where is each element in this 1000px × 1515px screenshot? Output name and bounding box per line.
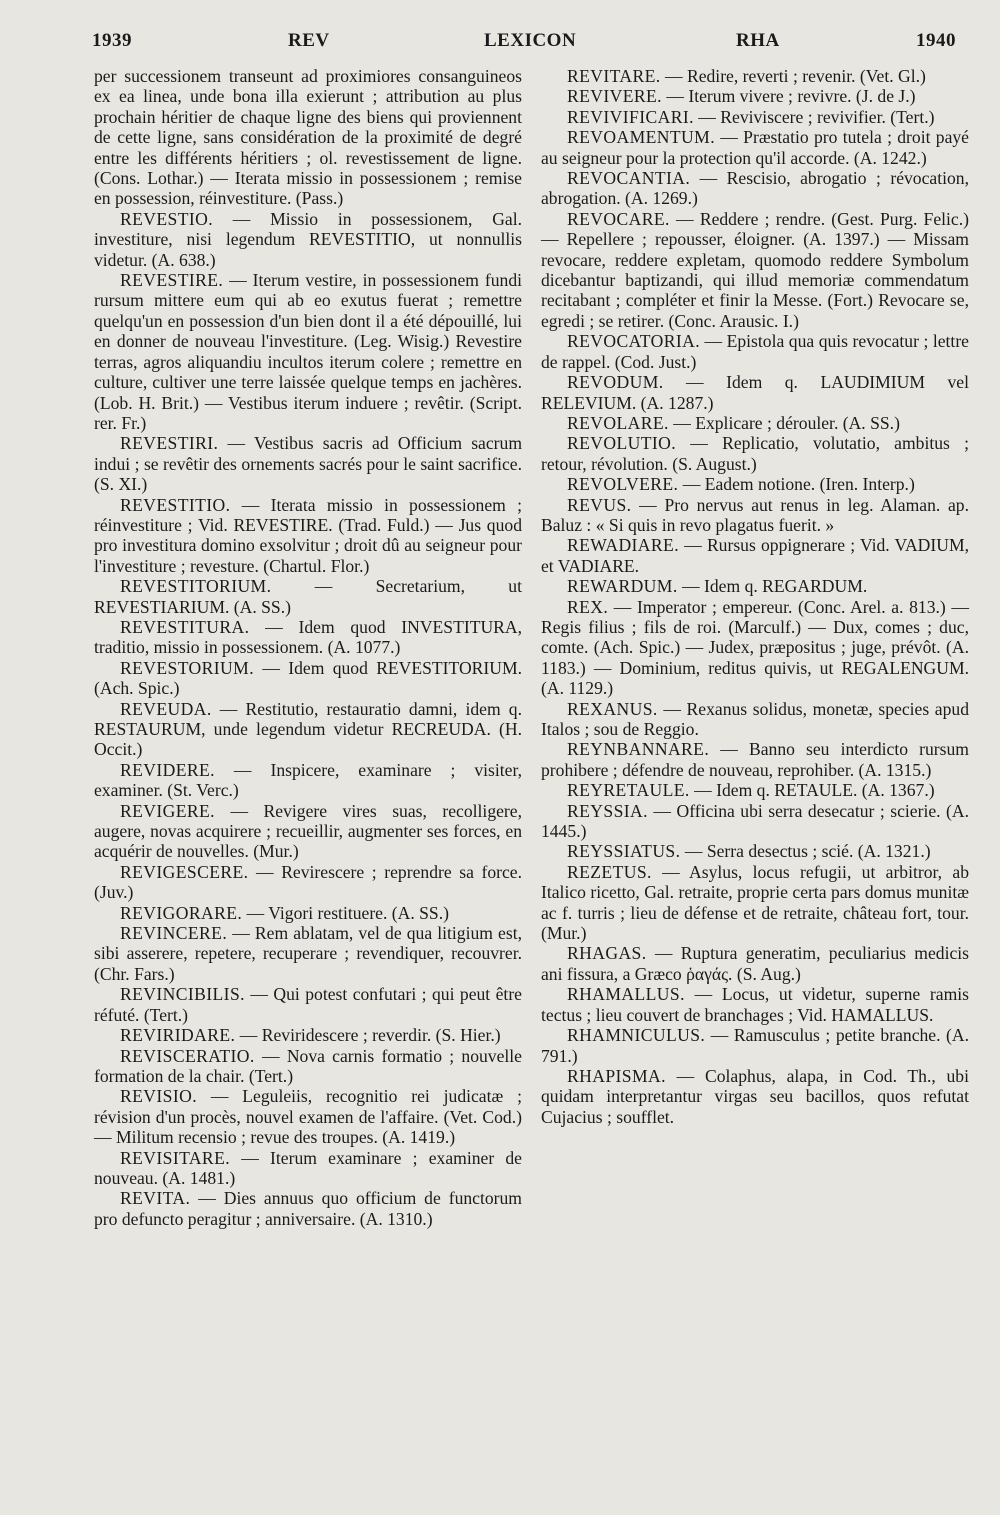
dictionary-entry xyxy=(541,699,969,740)
entry-definition: — Revigere vires suas, recolligere, augere, novas acquirere ; recueillir, augmenter ses forces, en acquérir de nouvelles. (Mur.) xyxy=(94,800,522,862)
left-column xyxy=(94,66,522,1229)
dictionary-entry xyxy=(94,1025,522,1045)
dictionary-entry xyxy=(541,597,969,699)
entry-headword: REVIDERE. xyxy=(120,759,215,780)
dictionary-entry xyxy=(94,923,522,984)
entry-definition: — Leguleiis, recognitio rei judicatæ ; révision d'un procès, nouvel examen de l'affaire. (Vet. Cod.) — Militum recensio ; revue des troupes. (A. 1419.) xyxy=(94,1086,522,1148)
dictionary-entry xyxy=(94,760,522,801)
entry-definition: — Idem q. RETAULE. (A. 1367.) xyxy=(689,780,935,801)
right-column xyxy=(541,66,969,1127)
entry-definition: — Locus, ut videtur, superne ramis tectus ; lieu couvert de branchages ; Vid. HAMALLUS. xyxy=(541,984,969,1025)
entry-headword: REVESTIO. xyxy=(120,208,214,229)
entry-definition: — Reddere ; rendre. (Gest. Purg. Felic.) — Repellere ; repousser, éloigner. (A. 1397.) — Missam revocare, reddere expletam, quomodo reddere Symbolum dicebantur baptizandi, qui illud memoriæ commendatum recitabant ; compléter et finir la Messe. (Fort.) Revocare se, egredi ; se retirer. (Conc. Arausic. I.) xyxy=(541,208,969,331)
entry-headword: REVUS. xyxy=(567,494,632,515)
dictionary-entry xyxy=(541,86,969,106)
entry-headword: REVIRIDARE. xyxy=(120,1025,236,1046)
entry-headword: REVESTITORIUM. xyxy=(120,576,272,597)
entry-headword: REVIGERE. xyxy=(120,800,215,821)
dictionary-entry xyxy=(541,841,969,861)
entry-definition: — Rexanus solidus, monetæ, species apud Italos ; sou de Reggio. xyxy=(541,698,969,739)
entry-definition: — Pro nervus aut renus in leg. Alaman. ap. Baluz : « Si quis in revo plagatus fuerit. » xyxy=(541,494,969,535)
entry-definition: — Vestibus sacris ad Officium sacrum indui ; se revêtir des ornements sacrés pour le saint sacrifice. (S. XI.) xyxy=(94,433,522,495)
entry-headword: REYNBANNARE. xyxy=(567,739,710,760)
dictionary-entry xyxy=(541,739,969,780)
entry-headword: RHAMALLUS. xyxy=(567,984,685,1005)
dictionary-entry xyxy=(541,576,969,596)
entry-definition: — Nova carnis formatio ; nouvelle formation de la chair. (Tert.) xyxy=(94,1045,522,1086)
guide-word-right: RHA xyxy=(736,30,780,51)
entry-definition: — Restitutio, restauratio damni, idem q. RESTAURUM, unde legendum videtur RECREUDA. (H. Occit.) xyxy=(94,698,522,760)
dictionary-entry xyxy=(541,1025,969,1066)
entry-headword: REVOLARE. xyxy=(567,412,669,433)
dictionary-entry xyxy=(541,331,969,372)
entry-definition: — Qui potest confutari ; qui peut être réfuté. (Tert.) xyxy=(94,984,522,1025)
entry-definition: — Iterum vivere ; revivre. (J. de J.) xyxy=(661,86,916,107)
dictionary-entry xyxy=(541,984,969,1025)
dictionary-entry xyxy=(541,168,969,209)
dictionary-entry xyxy=(541,801,969,842)
entry-definition: — Rursus oppignerare ; Vid. VADIUM, et VADIARE. xyxy=(541,535,969,576)
entry-headword: REVITARE. xyxy=(567,66,661,86)
entry-headword: REVESTITURA. xyxy=(120,616,250,637)
entry-definition: — Secretarium, ut REVESTIARIUM. (A. SS.) xyxy=(94,576,522,617)
dictionary-entry xyxy=(94,433,522,494)
entry-headword: REVOLVERE. xyxy=(567,474,679,495)
entry-definition: — Revirescere ; reprendre sa force. (Juv.) xyxy=(94,861,522,903)
entry-headword: REVEUDA. xyxy=(120,698,212,719)
entry-headword: REWADIARE. xyxy=(567,535,679,556)
entry-definition: — Idem quod INVESTITURA, traditio, missio in possessionem. (A. 1077.) xyxy=(94,616,522,658)
entry-definition: — Dies annuus quo officium de functorum pro defuncto peragitur ; anniversaire. (A. 1310.) xyxy=(94,1188,522,1229)
entry-definition: — Reviviscere ; revivifier. (Tert.) xyxy=(693,106,935,127)
entry-headword: REVOCATORIA. xyxy=(567,331,701,352)
entry-definition: — Præstatio pro tutela ; droit payé au seigneur pour la protection qu'il accorde. (A. 1242.) xyxy=(541,127,969,168)
dictionary-entry xyxy=(541,107,969,127)
running-title: LEXICON xyxy=(484,30,577,51)
entry-definition: — Rescisio, abrogatio ; révocation, abrogation. (A. 1269.) xyxy=(541,168,969,209)
entry-definition: — Reviridescere ; reverdir. (S. Hier.) xyxy=(235,1025,501,1046)
entry-definition: — Epistola qua quis revocatur ; lettre de rappel. (Cod. Just.) xyxy=(541,331,969,372)
entry-headword: REVOAMENTUM. xyxy=(567,127,715,148)
entry-headword: REVINCERE. xyxy=(120,923,228,944)
page-number-right: 1940 xyxy=(916,30,956,51)
dictionary-entry xyxy=(541,943,969,984)
dictionary-entry xyxy=(541,372,969,413)
entry-headword: RHAGAS. xyxy=(567,943,647,964)
dictionary-entry xyxy=(541,862,969,944)
entry-definition: — Vigori restituere. (A. SS.) xyxy=(242,902,449,923)
dictionary-entry xyxy=(94,984,522,1025)
entry-headword: REYSSIATUS. xyxy=(567,841,681,862)
entry-headword: REVOCANTIA. xyxy=(567,168,691,189)
dictionary-entry xyxy=(94,1148,522,1189)
dictionary-entry xyxy=(94,495,522,577)
entry-headword: REYSSIA. xyxy=(567,800,648,821)
dictionary-entry xyxy=(541,209,969,331)
dictionary-entry xyxy=(94,903,522,923)
dictionary-entry xyxy=(94,617,522,658)
dictionary-entry xyxy=(94,66,522,209)
page-number-left: 1939 xyxy=(92,30,132,51)
entry-headword: REVESTIRI. xyxy=(120,433,219,454)
entry-definition: — Explicare ; dérouler. (A. SS.) xyxy=(668,412,900,433)
entry-headword: REVISIO. xyxy=(120,1086,197,1107)
entry-definition: — Banno seu interdicto rursum prohibere ; défendre de nouveau, reprohiber. (A. 1315.) xyxy=(541,739,969,780)
entry-headword: REVODUM. xyxy=(567,372,664,393)
entry-definition: — Serra desectus ; scié. (A. 1321.) xyxy=(680,841,931,862)
entry-definition: — Iterum examinare ; examiner de nouveau. (A. 1481.) xyxy=(94,1147,522,1188)
dictionary-entry xyxy=(94,862,522,903)
dictionary-entry xyxy=(541,413,969,433)
dictionary-entry xyxy=(94,576,522,617)
entry-headword: REVOLUTIO. xyxy=(567,433,677,454)
dictionary-entry xyxy=(94,801,522,862)
entry-headword: REVIGESCERE. xyxy=(120,861,249,882)
dictionary-entry xyxy=(541,433,969,474)
dictionary-entry xyxy=(541,66,969,86)
dictionary-entry xyxy=(541,474,969,494)
dictionary-entry xyxy=(541,127,969,168)
entry-definition: — Imperator ; empereur. (Conc. Arel. a. 813.) — Regis filius ; fils de roi. (Marculf.) — Dux, comes ; duc, comte. (Ach. Spic.) — Judex, præpositus ; juge, prévôt. (A. 1183.) — Dominium, reditus quivis, ut REGALENGUM. (A. 1129.) xyxy=(541,596,969,699)
entry-definition: — Replicatio, volutatio, ambitus ; retour, révolution. (S. August.) xyxy=(541,433,969,474)
dictionary-entry xyxy=(94,209,522,270)
entry-definition: — Iterata missio in possessionem ; réinvestiture ; Vid. REVESTIRE. (Trad. Fuld.) — Jus quod pro investitura domino exsolvitur ; droit dû au seigneur pour l'investiture ; revesture. (Chartul. Flor.) xyxy=(94,494,522,576)
entry-definition: — Rem ablatam, vel de qua litigium est, sibi asserere, repetere, recuperare ; revendiquer, recouvrer. (Chr. Fars.) xyxy=(94,923,522,984)
entry-definition: — Missio in possessionem, Gal. investiture, nisi legendum REVESTITIO, ut nonnullis videtur. (A. 638.) xyxy=(94,208,522,270)
dictionary-entry xyxy=(94,270,522,433)
entry-headword: REVISITARE. xyxy=(120,1147,231,1168)
entry-definition: — Officina ubi serra desecatur ; scierie. (A. 1445.) xyxy=(541,800,969,842)
entry-headword: REVIVERE. xyxy=(567,86,662,107)
dictionary-entry xyxy=(94,658,522,699)
dictionary-entry xyxy=(541,535,969,576)
entry-definition: — Ruptura generatim, peculiarius medicis ani fissura, a Græco ῥαγάς. (S. Aug.) xyxy=(541,943,969,984)
dictionary-entry xyxy=(94,699,522,760)
entry-definition: — Iterum vestire, in possessionem fundi rursum mittere eum qui ab eo exutus fuerat ; remettre quelqu'un en possession d'un bien dont il a été dépouillé, lui en donner de nouveau l'investiture. (Leg. Wisig.) Revestire terras, agros aliquandiu incultos iterum colere ; remettre en culture, cultiver une terre laissée quelque temps en jachères. (Lob. H. Brit.) — Vestibus iterum induere ; revêtir. (Script. rer. Fr.) xyxy=(94,270,522,433)
dictionary-entry xyxy=(541,495,969,536)
dictionary-entry xyxy=(541,1066,969,1127)
entry-headword: REVIGORARE. xyxy=(120,902,243,923)
entry-headword: RHAPISMA. xyxy=(567,1065,666,1086)
entry-headword: REWARDUM. xyxy=(567,576,678,597)
entry-headword: REVIVIFICARI. xyxy=(567,106,694,127)
entry-headword: REVOCARE. xyxy=(567,208,670,229)
dictionary-entry xyxy=(541,780,969,800)
entry-definition: — Eadem notione. (Iren. Interp.) xyxy=(678,474,915,495)
entry-headword: REVESTORIUM. xyxy=(120,657,254,678)
entry-definition: — Idem quod REVESTITORIUM. (Ach. Spic.) xyxy=(94,657,522,699)
entry-definition: — Redire, reverti ; revenir. (Vet. Gl.) xyxy=(660,66,926,86)
entry-headword: REVISCERATIO. xyxy=(120,1045,255,1066)
entry-definition: — Idem q. REGARDUM. xyxy=(677,576,868,597)
entry-definition: per successionem transeunt ad proximiores consanguineos ex ea linea, unde bona illa exierunt ; attribution au plus prochain héritier de chaque ligne des biens qui proviennent de cette ligne, sans considération de la proximité de degré entre les différents héritiers ; ol. revestissement de ligne. (Cons. Lothar.) — Iterata missio in possessionem ; remise en possession, réinvestiture. (Pass.) xyxy=(94,66,522,209)
entry-definition: — Colaphus, alapa, in Cod. Th., ubi quidam interpretantur virgas seu bacillos, quos refutat Cujacius ; soufflet. xyxy=(541,1065,969,1127)
entry-headword: REVITA. xyxy=(120,1188,191,1209)
entry-headword: RHAMNICULUS. xyxy=(567,1025,706,1046)
entry-definition: — Ramusculus ; petite branche. (A. 791.) xyxy=(541,1025,969,1066)
dictionary-entry xyxy=(94,1188,522,1229)
entry-headword: REX. xyxy=(567,596,609,617)
entry-definition: — Inspicere, examinare ; visiter, examiner. (St. Verc.) xyxy=(94,759,522,801)
guide-word-left: REV xyxy=(288,30,330,51)
running-header xyxy=(92,30,956,64)
entry-headword: REVINCIBILIS. xyxy=(120,984,245,1005)
entry-headword: REYRETAULE. xyxy=(567,780,690,801)
dictionary-entry xyxy=(94,1046,522,1087)
entry-headword: REVESTITIO. xyxy=(120,494,231,515)
entry-headword: REVESTIRE. xyxy=(120,270,224,291)
dictionary-entry xyxy=(94,1086,522,1147)
entry-definition: — Idem q. LAUDIMIUM vel RELEVIUM. (A. 1287.) xyxy=(541,372,969,413)
entry-headword: REXANUS. xyxy=(567,698,658,719)
entry-headword: REZETUS. xyxy=(567,861,652,882)
entry-definition: — Asylus, locus refugii, ut arbitror, ab Italico ricetto, Gal. retraite, proprie certa pars domus munitæ ac f. turris ; lieu de défense et de retraite, château fort, tour. (Mur.) xyxy=(541,861,969,944)
